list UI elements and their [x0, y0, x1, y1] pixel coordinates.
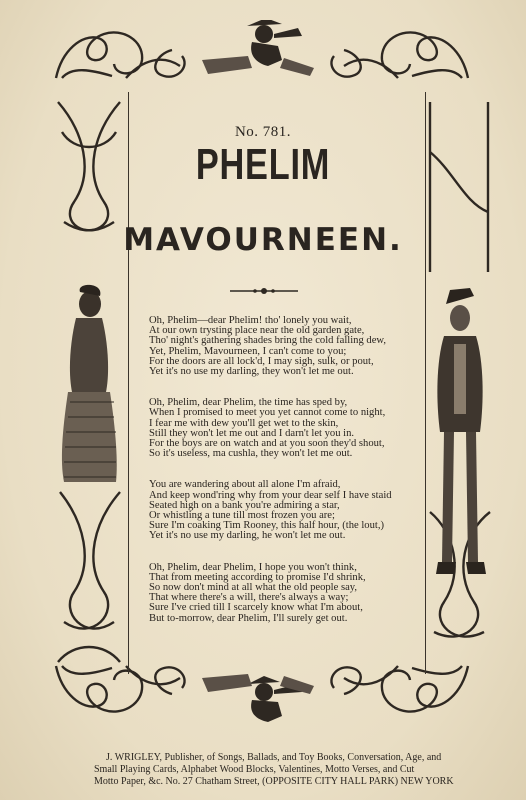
title-divider-ornament [228, 286, 300, 296]
verse-line: Tho' night's gathering shades bring the cold falling dew, [149, 335, 387, 347]
stanza-3 [149, 480, 419, 541]
verse-line: You are wandering about all alone I'm afraid, [149, 479, 341, 491]
man-figure-illustration [436, 288, 486, 574]
stanza-4 [149, 563, 419, 624]
woman-figure-illustration [62, 285, 117, 482]
verse-line: Yet it's no use my darling, they won't let me out. [149, 366, 354, 378]
verse-line: Oh, Phelim—dear Phelim! tho' lonely you wait, [149, 315, 352, 326]
song-title-line-2: MAVOURNEEN. [123, 222, 403, 258]
song-title-line-1: PHELIM [195, 140, 331, 189]
verse-line: At our own trysting place near the old garden gate, [149, 325, 365, 337]
verse-line: Oh, Phelim, dear Phelim, I hope you won't think, [149, 561, 357, 573]
verse-line: That from meeting according to promise I'd shrink, [149, 571, 366, 583]
verse-line: I fear me with dew you'll get wet to the skin, [149, 417, 339, 429]
publisher-imprint [94, 752, 494, 788]
song-verses [149, 316, 419, 645]
stanza-1 [149, 316, 419, 377]
verse-line: Oh, Phelim, dear Phelim, the time has sped by, [149, 397, 348, 409]
verse-line: Or whistling a tune till most frozen you are; [149, 510, 335, 522]
stanza-2 [149, 398, 419, 459]
verse-line: But to-morrow, dear Phelim, I'll surely get out. [149, 612, 348, 624]
imprint-line-1: J. WRIGLEY, Publisher, of Songs, Ballads, and Toy Books, Conversation, Age, and [106, 752, 442, 763]
verse-line: Seated high on a bank you're admiring a star, [149, 499, 340, 511]
verse-line: That where there's a will, there's always a way; [149, 592, 349, 604]
song-number: No. 781. [234, 124, 292, 140]
verse-line: For the boys are on watch and at you soon they'd shout, [149, 438, 385, 450]
verse-line: For the doors are all lock'd, I may sigh, sulk, or pout, [149, 355, 374, 367]
verse-line: Sure I'm coaking Tim Rooney, this half hour, (the lout,) [149, 520, 385, 532]
imprint-line-3: Motto Paper, &c. No. 27 Chatham Street, (OPPOSITE CITY HALL PARK) NEW YORK [94, 776, 454, 787]
verse-line: Sure I've cried till I scarcely know what I'm about, [149, 602, 363, 614]
verse-line: Yet it's no use my darling, he won't let me out. [149, 530, 346, 542]
verse-line: Yet, Phelim, Mavourneen, I can't come to you; [149, 345, 347, 357]
verse-line: And keep wond'ring why from your dear self I have staid [149, 489, 392, 501]
imprint-line-2: Small Playing Cards, Alphabet Wood Blocks, Valentines, Motto Verses, and Cut [94, 764, 415, 775]
top-ornamental-border [52, 20, 472, 82]
verse-line: Still they won't let me out and I darn't let you in. [149, 427, 355, 439]
verse-line: So it's useless, ma cushla, they won't let me out. [149, 448, 353, 460]
verse-line: So now don't mind at all what the old people say, [149, 582, 358, 594]
verse-line: When I promised to meet you yet cannot come to night, [149, 407, 386, 419]
